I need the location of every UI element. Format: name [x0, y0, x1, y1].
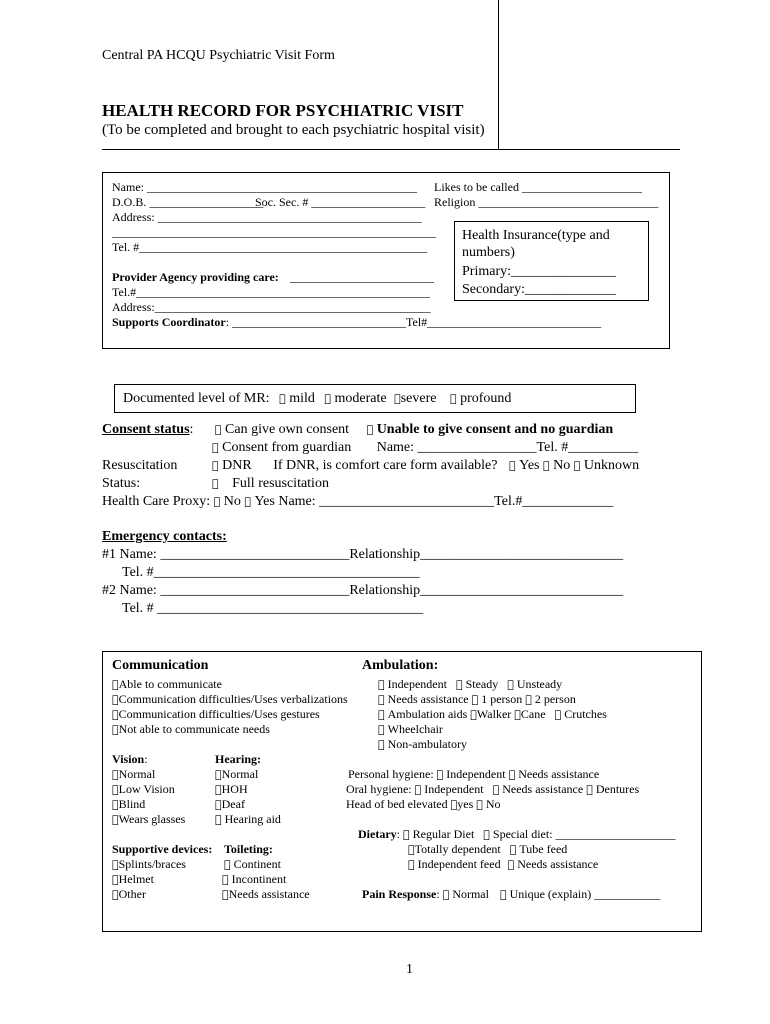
comm-item [112, 677, 222, 692]
toileting-checkbox[interactable] [222, 873, 229, 886]
tube-feed-checkbox[interactable] [510, 843, 517, 856]
proxy-name-field[interactable]: Name: _________________________Tel.#_____________ [257, 494, 593, 509]
vision-checkbox[interactable] [112, 768, 119, 781]
personal-hygiene-row [348, 767, 599, 782]
hearing-item [215, 812, 281, 827]
secondary-insurance-field[interactable]: Secondary:_____________ [462, 282, 616, 297]
toileting-item [222, 872, 286, 887]
comm-item [112, 692, 348, 707]
aids-checkbox[interactable] [378, 708, 385, 721]
special-diet-field[interactable]: Special diet: ____________________ [473, 827, 657, 841]
pain-label: Pain Response [362, 887, 437, 901]
proxy-label: Health Care Proxy: [102, 494, 211, 509]
wheelchair-checkbox[interactable] [378, 723, 385, 736]
supports-blank[interactable]: : _____________________________Tel#_____________________________ [225, 315, 602, 329]
cane-label: Cane [497, 707, 523, 721]
proxy-row [102, 494, 613, 510]
independent-feed-label: Independent feed [408, 857, 491, 871]
comm-checkbox[interactable] [112, 678, 119, 691]
vision-label: Low Vision [112, 782, 169, 796]
unsteady-label: Unsteady [487, 677, 534, 691]
severe-label: severe [373, 391, 410, 406]
oral-hygiene-label: Oral hygiene: [346, 782, 412, 796]
comm-label: Not able to communicate needs [112, 722, 264, 736]
head-no-label: No [469, 797, 485, 811]
mild-checkbox[interactable] [279, 392, 286, 405]
crutches-label: Crutches [531, 707, 575, 721]
supportive-title: Supportive devices: [112, 842, 213, 856]
personal-independent-label: Independent [436, 767, 496, 781]
provider-tel-field[interactable]: Tel.#_________________________________________________ [112, 285, 431, 299]
contact2-tel-field[interactable]: Tel. # ______________________________________ [122, 601, 424, 616]
personal-needs-label: Needs assistance [498, 767, 580, 781]
hearing-label: Deaf [215, 797, 239, 811]
form-name: Central PA HCQU Psychiatric Visit Form [102, 48, 335, 63]
comm-checkbox[interactable] [112, 693, 119, 706]
mr-row [123, 391, 511, 407]
provider-label: Provider Agency providing care: [112, 270, 279, 284]
comm-label: Communication difficulties/Uses verbalizations [112, 692, 342, 706]
guardian-label: Consent from guardian [212, 440, 342, 455]
supportive-label: Helmet [112, 872, 148, 886]
head-no-checkbox[interactable] [476, 798, 483, 811]
one-person-label: 1 person [461, 692, 503, 706]
consent-colon: : [189, 422, 194, 437]
vision-item [112, 767, 155, 782]
comfort-no-label: No [522, 458, 540, 473]
dependent-label: Totally dependent [408, 842, 495, 856]
pain-colon: : [436, 887, 440, 901]
dob-field[interactable]: D.O.B. ___________________ [112, 195, 264, 209]
hearing-label: Hearing aid [215, 812, 272, 826]
oral-hygiene-row [346, 782, 639, 797]
pain-unique-checkbox[interactable] [500, 888, 507, 901]
dietary-label: Dietary [358, 827, 397, 841]
comfort-care-question: If DNR, is comfort care form available? [263, 458, 488, 473]
hearing-item [215, 797, 245, 812]
page-number: 1 [406, 962, 413, 977]
wheelchair-label: Wheelchair [378, 722, 434, 736]
insurance-heading-2: numbers) [462, 245, 515, 260]
full-resus-label: Full resuscitation [222, 476, 319, 491]
oral-independent-checkbox[interactable] [415, 783, 422, 796]
vision-label: Wears glasses [112, 812, 179, 826]
vision-checkbox[interactable] [112, 783, 119, 796]
supports-coordinator-row[interactable] [112, 315, 601, 330]
hearing-title: Hearing: [215, 752, 261, 766]
needs-assistance-checkbox[interactable] [378, 693, 385, 706]
dnr-row [212, 458, 639, 474]
hearing-item [215, 767, 258, 782]
supportive-item [112, 887, 146, 902]
dietary-colon: : [396, 827, 400, 841]
comm-item [112, 722, 270, 737]
supportive-label: Splints/braces [112, 857, 180, 871]
ambulation-row-1 [378, 677, 562, 692]
personal-needs-checkbox[interactable] [509, 768, 516, 781]
pain-row [362, 887, 660, 902]
page-title: HEALTH RECORD FOR PSYCHIATRIC VISIT [102, 101, 464, 120]
walker-checkbox[interactable] [470, 708, 477, 721]
mr-label: Documented level of MR: [123, 391, 270, 406]
contact1-tel-field[interactable]: Tel. #______________________________________ [122, 565, 420, 580]
status-label: Status: [102, 476, 141, 491]
feeding-row-2 [408, 857, 598, 872]
hearing-item [215, 782, 248, 797]
ambulation-title: Ambulation: [362, 658, 439, 673]
communication-title: Communication [112, 658, 209, 673]
supportive-item [112, 857, 186, 872]
pain-normal-checkbox[interactable] [443, 888, 450, 901]
emergency-title: Emergency contacts: [102, 529, 227, 544]
supportive-item [112, 872, 154, 887]
oral-needs-label: Needs assistance [482, 782, 564, 796]
proxy-yes-label: Yes [233, 494, 255, 509]
comm-item [112, 707, 320, 722]
unsteady-checkbox[interactable] [507, 678, 514, 691]
comm-label: Able to communicate [112, 677, 216, 691]
two-person-label: 2 person [505, 692, 547, 706]
non-ambulatory-label: Non-ambulatory [378, 737, 458, 751]
feed-needs-checkbox[interactable] [508, 858, 515, 871]
pain-normal-label: Normal [442, 887, 480, 901]
walker-label: Walker [460, 707, 495, 721]
proxy-no-checkbox[interactable] [214, 495, 221, 508]
steady-label: Steady [446, 677, 479, 691]
full-resus-row [212, 476, 329, 492]
steady-checkbox[interactable] [456, 678, 463, 691]
hearing-label: Normal [215, 767, 252, 781]
toileting-item [224, 857, 281, 872]
head-elevated-row [346, 797, 501, 812]
regular-diet-checkbox[interactable] [403, 828, 410, 841]
moderate-label: moderate [314, 391, 367, 406]
supportive-checkbox[interactable] [112, 858, 119, 871]
special-diet-checkbox[interactable] [483, 828, 490, 841]
toileting-title: Toileting: [224, 842, 273, 856]
guardian-checkbox[interactable] [212, 441, 219, 454]
supportive-checkbox[interactable] [112, 873, 119, 886]
vision-label: Normal [112, 767, 149, 781]
one-person-checkbox[interactable] [472, 693, 479, 706]
hearing-label: HOH [215, 782, 241, 796]
dnr-label: DNR [212, 458, 242, 473]
dentures-label: Dentures [566, 782, 611, 796]
header-rule [102, 149, 680, 150]
vision-title [112, 752, 148, 767]
vision-item [112, 797, 145, 812]
page-subtitle: (To be completed and brought to each psychiatric hospital visit) [102, 122, 485, 138]
likes-field[interactable]: Likes to be called ____________________ [434, 180, 642, 194]
toileting-checkbox[interactable] [222, 888, 229, 901]
supportive-checkbox[interactable] [112, 888, 119, 901]
ambulation-row-2 [378, 692, 576, 707]
vision-label: Blind [112, 797, 139, 811]
dentures-checkbox[interactable] [586, 783, 593, 796]
tel-field[interactable]: Tel. #________________________________________________ [112, 240, 428, 254]
profound-checkbox[interactable] [450, 392, 457, 405]
toileting-item [222, 887, 310, 902]
hearing-checkbox[interactable] [215, 813, 222, 826]
consent-label: Consent status [102, 422, 190, 437]
non-ambulatory-item [378, 737, 467, 752]
toileting-label: Continent [224, 857, 272, 871]
proxy-yes-checkbox[interactable] [244, 495, 251, 508]
non-ambulatory-checkbox[interactable] [378, 738, 385, 751]
provider-field[interactable]: ________________________ [290, 270, 434, 284]
supports-label: Supports Coordinator [112, 315, 226, 329]
primary-insurance-field[interactable]: Primary:_______________ [462, 264, 616, 279]
wheelchair-item [378, 722, 443, 737]
comfort-unknown-label: Unknown [543, 458, 599, 473]
ambulation-row-3 [378, 707, 607, 722]
cane-checkbox[interactable] [514, 708, 521, 721]
vision-checkbox[interactable] [112, 813, 119, 826]
contact1-name-field[interactable]: #1 Name: ___________________________Relationship_____________________________ [102, 547, 624, 562]
independent-checkbox[interactable] [378, 678, 385, 691]
feeding-row-1 [408, 842, 567, 857]
vision-item [112, 812, 185, 827]
vision-item [112, 782, 175, 797]
feed-needs-label: Needs assistance [497, 857, 579, 871]
comm-label: Communication difficulties/Uses gestures [112, 707, 314, 721]
vertical-divider [498, 0, 499, 150]
toileting-label: Incontinent [222, 872, 277, 886]
comm-checkbox[interactable] [112, 723, 119, 736]
toileting-checkbox[interactable] [224, 858, 231, 871]
comfort-no-checkbox[interactable] [543, 459, 550, 472]
dietary-row [358, 827, 676, 842]
tube-feed-label: Tube feed [503, 842, 552, 856]
independent-label: Independent [378, 677, 438, 691]
head-elevated-label: Head of bed elevated [346, 797, 448, 811]
dependent-checkbox[interactable] [408, 843, 415, 856]
consent-row [102, 422, 613, 438]
head-yes-label: yes [450, 797, 467, 811]
unable-consent-checkbox[interactable] [367, 423, 374, 436]
oral-independent-label: Independent [414, 782, 474, 796]
unable-consent-label: Unable to give consent and no guardian [356, 422, 593, 437]
full-resus-checkbox[interactable] [212, 477, 219, 490]
toileting-label: Needs assistance [222, 887, 303, 901]
independent-feed-checkbox[interactable] [408, 858, 415, 871]
proxy-no-label: No [213, 494, 231, 509]
contact2-name-field[interactable]: #2 Name: ___________________________Relationship_____________________________ [102, 583, 624, 598]
own-consent-label: Can give own consent [214, 422, 339, 437]
guardian-name-field[interactable]: Name: _________________Tel. #__________ [366, 440, 629, 455]
personal-hygiene-label: Personal hygiene: [348, 767, 434, 781]
address-line2[interactable]: ______________________________________________________ [112, 225, 436, 239]
provider-address-field[interactable]: Address:______________________________________________ [112, 300, 431, 314]
regular-diet-label: Regular Diet [403, 827, 465, 841]
resuscitation-label: Resuscitation [102, 458, 178, 473]
ssn-field[interactable]: Soc. Sec. # ___________________ [255, 195, 426, 209]
two-person-checkbox[interactable] [525, 693, 532, 706]
vision-label: Vision [112, 752, 145, 766]
religion-field[interactable]: Religion ______________________________ [434, 195, 659, 209]
mild-label: mild [279, 391, 305, 406]
pain-unique-field[interactable]: Unique (explain) ___________ [490, 887, 641, 901]
insurance-heading: Health Insurance(type and [462, 228, 610, 243]
dnr-checkbox[interactable] [212, 459, 219, 472]
profound-label: profound [423, 391, 475, 406]
needs-assistance-label: Needs assistance [378, 692, 459, 706]
comm-checkbox[interactable] [112, 708, 119, 721]
crutches-checkbox[interactable] [555, 708, 562, 721]
supportive-label: Other [112, 887, 140, 901]
vision-checkbox[interactable] [112, 798, 119, 811]
own-consent-checkbox[interactable] [215, 423, 222, 436]
name-field[interactable]: Name: _____________________________________________ [112, 180, 417, 194]
severe-checkbox[interactable] [394, 392, 401, 405]
vision-colon: : [144, 752, 148, 766]
comfort-yes-checkbox[interactable] [509, 459, 516, 472]
personal-independent-checkbox[interactable] [437, 768, 444, 781]
moderate-checkbox[interactable] [324, 392, 331, 405]
comfort-yes-label: Yes [498, 458, 520, 473]
aids-label: Ambulation aids [378, 707, 458, 721]
guardian-row [212, 440, 638, 456]
hearing-checkbox[interactable] [215, 798, 222, 811]
address-field[interactable]: Address: ____________________________________________ [112, 210, 422, 224]
oral-needs-checkbox[interactable] [493, 783, 500, 796]
hearing-checkbox[interactable] [215, 768, 222, 781]
hearing-checkbox[interactable] [215, 783, 222, 796]
comfort-unknown-checkbox[interactable] [574, 459, 581, 472]
